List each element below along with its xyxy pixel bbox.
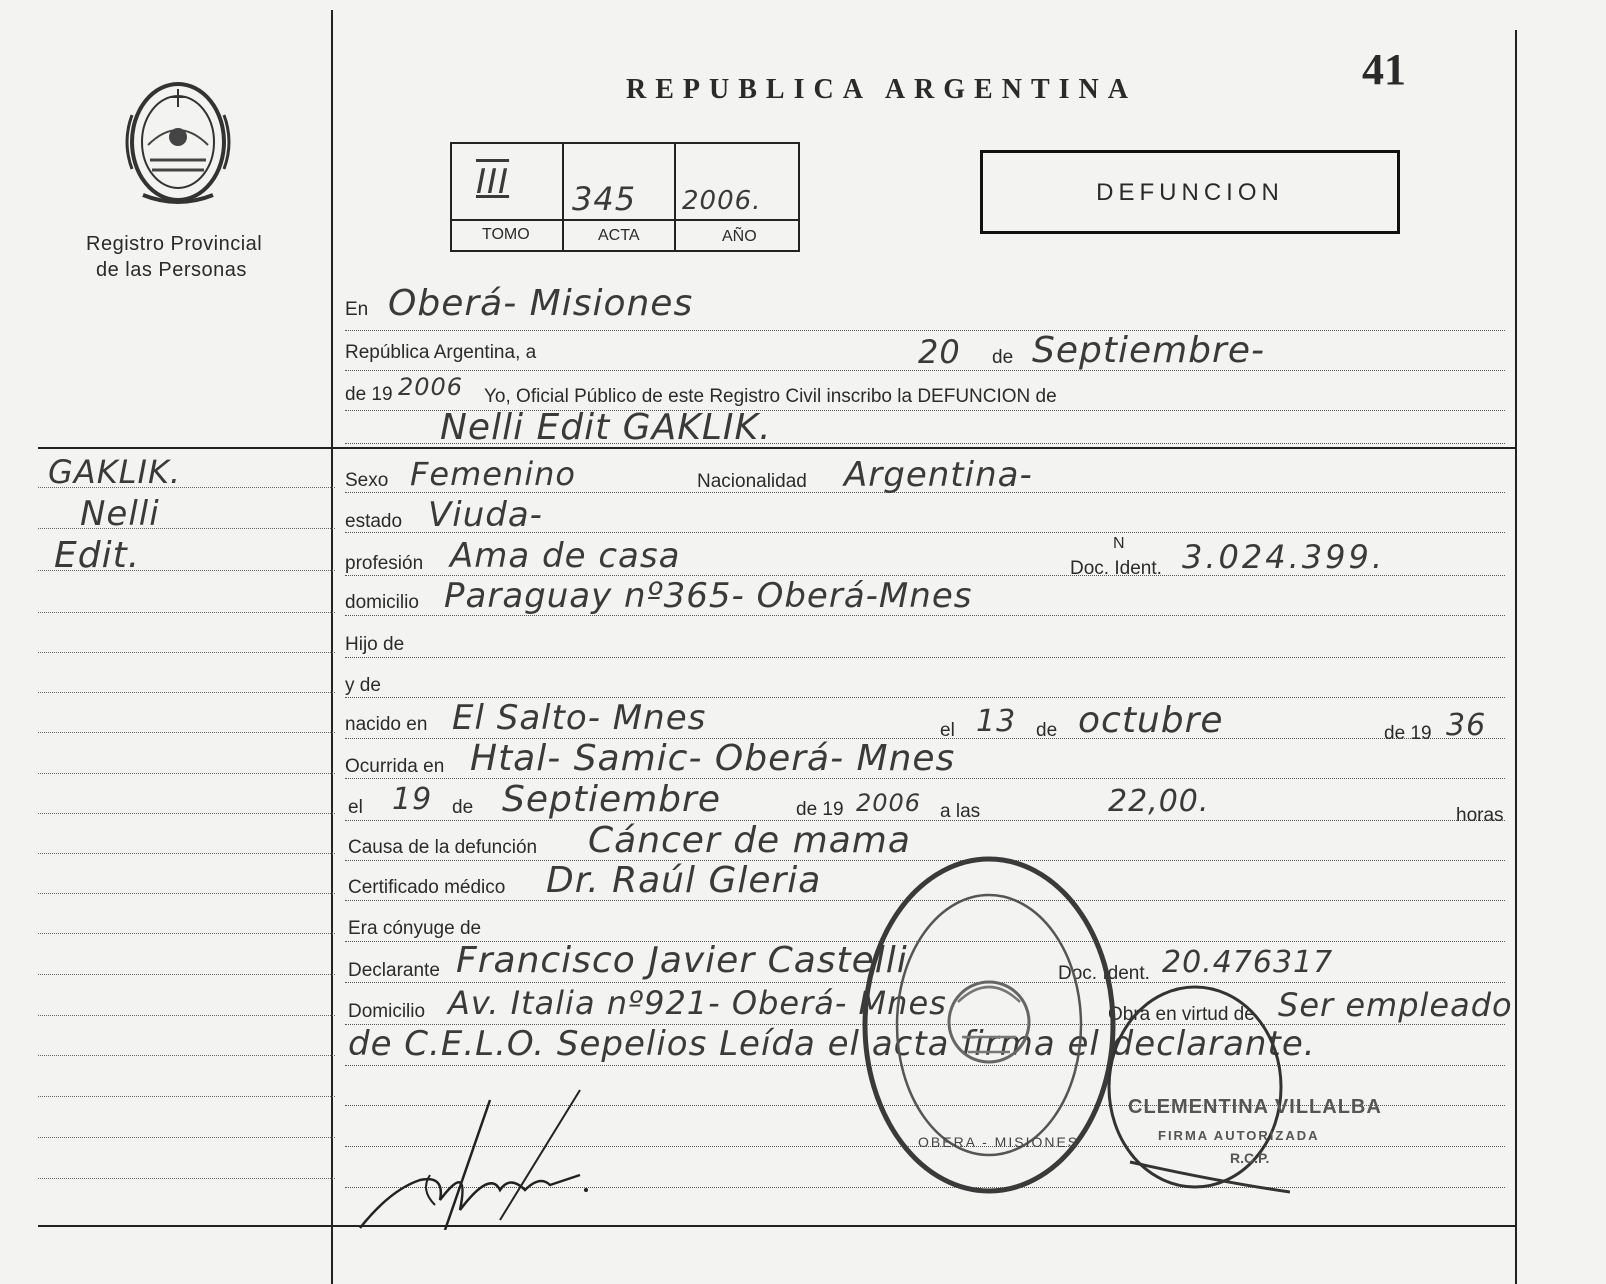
margin-row: [38, 853, 335, 854]
round-official-stamp: [858, 852, 1120, 1198]
republica-label: República Argentina, a: [345, 342, 537, 363]
death-month: Septiembre: [502, 779, 721, 820]
birth-el-label: el: [940, 720, 955, 741]
causa-value: Cáncer de mama: [588, 820, 911, 861]
birth-year: 36: [1446, 708, 1487, 743]
margin-row: [38, 528, 335, 529]
decl-domicilio-label: Domicilio: [348, 1001, 426, 1022]
en-value: Oberá- Misiones: [388, 283, 694, 324]
yde-label: y de: [345, 675, 381, 696]
nacido-value: El Salto- Mnes: [452, 698, 707, 738]
certificado-label: Certificado médico: [348, 877, 506, 898]
estado-label: estado: [345, 511, 403, 532]
obra-label: Obra en virtud de: [1108, 1004, 1255, 1025]
record-number-box: [450, 142, 800, 252]
margin-row: [38, 570, 335, 571]
official-title-stamp: FIRMA AUTORIZADA: [1158, 1128, 1320, 1143]
ocurrida-value: Htal- Samic- Oberá- Mnes: [470, 738, 956, 779]
domicilio-value: Paraguay nº365- Oberá-Mnes: [444, 576, 973, 616]
month-value: Septiembre-: [1032, 330, 1265, 371]
registry-name-line2: de las Personas: [96, 259, 247, 281]
death-day: 19: [392, 782, 433, 817]
birth-month: octubre: [1078, 700, 1224, 741]
deceased-name: Nelli Edit GAKLIK.: [440, 407, 772, 448]
declarante-value: Francisco Javier Castelli: [456, 940, 908, 981]
bottom-divider: [38, 1225, 1517, 1227]
right-border: [1515, 30, 1517, 1284]
country-heading: REPUBLICA ARGENTINA: [626, 74, 1137, 105]
anio-value: 2006.: [682, 186, 762, 216]
margin-row: [38, 893, 335, 894]
alas-label: a las: [940, 801, 981, 822]
death-el-label: el: [348, 797, 363, 818]
decl-domicilio-value: Av. Italia nº921- Oberá- Mnes: [448, 984, 947, 1022]
nacionalidad-label: Nacionalidad: [697, 471, 807, 492]
day-de-label: de: [992, 347, 1014, 368]
margin-row: [38, 1096, 335, 1097]
margin-row: [38, 652, 335, 653]
declarante-doc-label: Doc. Ident.: [1058, 963, 1150, 984]
hijo-label: Hijo de: [345, 634, 405, 655]
tomo-value: III: [476, 162, 510, 202]
official-name-stamp: CLEMENTINA VILLALBA: [1128, 1096, 1382, 1118]
death-de-label: de: [452, 797, 474, 818]
death-year: 2006: [856, 789, 922, 817]
document-type-label: DEFUNCION: [1096, 179, 1284, 206]
birth-de-label: de: [1036, 720, 1058, 741]
closing-text: de C.E.L.O. Sepelios Leída el acta firma el declarante.: [348, 1024, 1316, 1064]
margin-row: [38, 692, 335, 693]
doc-ident-label: Doc. Ident.: [1070, 558, 1162, 579]
form-row-line: [345, 820, 1505, 821]
registry-name-line1: Registro Provincial: [86, 233, 263, 255]
death-time: 22,00.: [1108, 784, 1210, 819]
day-value: 20: [918, 333, 961, 371]
margin-name2: Edit.: [54, 535, 141, 576]
margin-row: [38, 1137, 335, 1138]
declarante-label: Declarante: [348, 960, 440, 981]
margin-surname: GAKLIK.: [48, 453, 182, 491]
form-row-line: [345, 657, 1505, 658]
margin-row: [38, 1178, 335, 1179]
declarante-doc-value: 20.476317: [1162, 945, 1334, 980]
document-type-box: [980, 150, 1400, 234]
sexo-label: Sexo: [345, 470, 389, 491]
official-code-stamp: R.C.P.: [1230, 1150, 1270, 1166]
margin-row: [38, 1055, 335, 1056]
acta-label: ACTA: [598, 227, 640, 244]
birth-day: 13: [976, 704, 1017, 739]
doc-ident-value: 3.024.399.: [1182, 538, 1386, 576]
section-divider: [38, 447, 1517, 449]
obra-value: Ser empleado: [1278, 986, 1513, 1024]
anio-label: AÑO: [722, 228, 757, 245]
left-column-divider: [331, 10, 333, 1284]
conyuge-label: Era cónyuge de: [348, 918, 482, 939]
page-number: 41: [1362, 45, 1406, 94]
en-label: En: [345, 299, 369, 320]
margin-row: [38, 974, 335, 975]
doc-ident-superscript: N: [1113, 535, 1125, 552]
round-stamp-bottom: OBERA - MISIONES: [918, 1134, 1080, 1150]
nacido-label: nacido en: [345, 714, 428, 735]
certificado-value: Dr. Raúl Gleria: [546, 860, 822, 901]
nacionalidad-value: Argentina-: [844, 455, 1033, 495]
estado-value: Viuda-: [428, 495, 543, 535]
margin-row: [38, 487, 335, 488]
domicilio-label: domicilio: [345, 592, 419, 613]
death-year-prefix: de 19: [796, 799, 844, 820]
misiones-seal-logo: [118, 75, 238, 210]
sexo-value: Femenino: [410, 455, 576, 493]
year-value: 2006: [398, 373, 464, 401]
birth-year-prefix: de 19: [1384, 723, 1432, 744]
margin-row: [38, 732, 335, 733]
year-prefix: de 19: [345, 384, 393, 405]
margin-row: [38, 1015, 335, 1016]
inscribe-text: Yo, Oficial Público de este Registro Civil inscribo la DEFUNCION de: [484, 386, 1057, 407]
horas-label: horas: [1456, 805, 1504, 826]
margin-name1: Nelli: [80, 494, 160, 534]
profesion-value: Ama de casa: [450, 536, 681, 576]
causa-label: Causa de la defunción: [348, 837, 538, 858]
margin-row: [38, 773, 335, 774]
profesion-label: profesión: [345, 553, 424, 574]
form-row-line: [345, 330, 1505, 331]
margin-row: [38, 933, 335, 934]
tomo-label: TOMO: [482, 226, 530, 243]
margin-row: [38, 813, 335, 814]
acta-value: 345: [572, 180, 637, 218]
margin-row: [38, 612, 335, 613]
declarant-signature: [350, 1080, 610, 1230]
ocurrida-label: Ocurrida en: [345, 756, 445, 777]
